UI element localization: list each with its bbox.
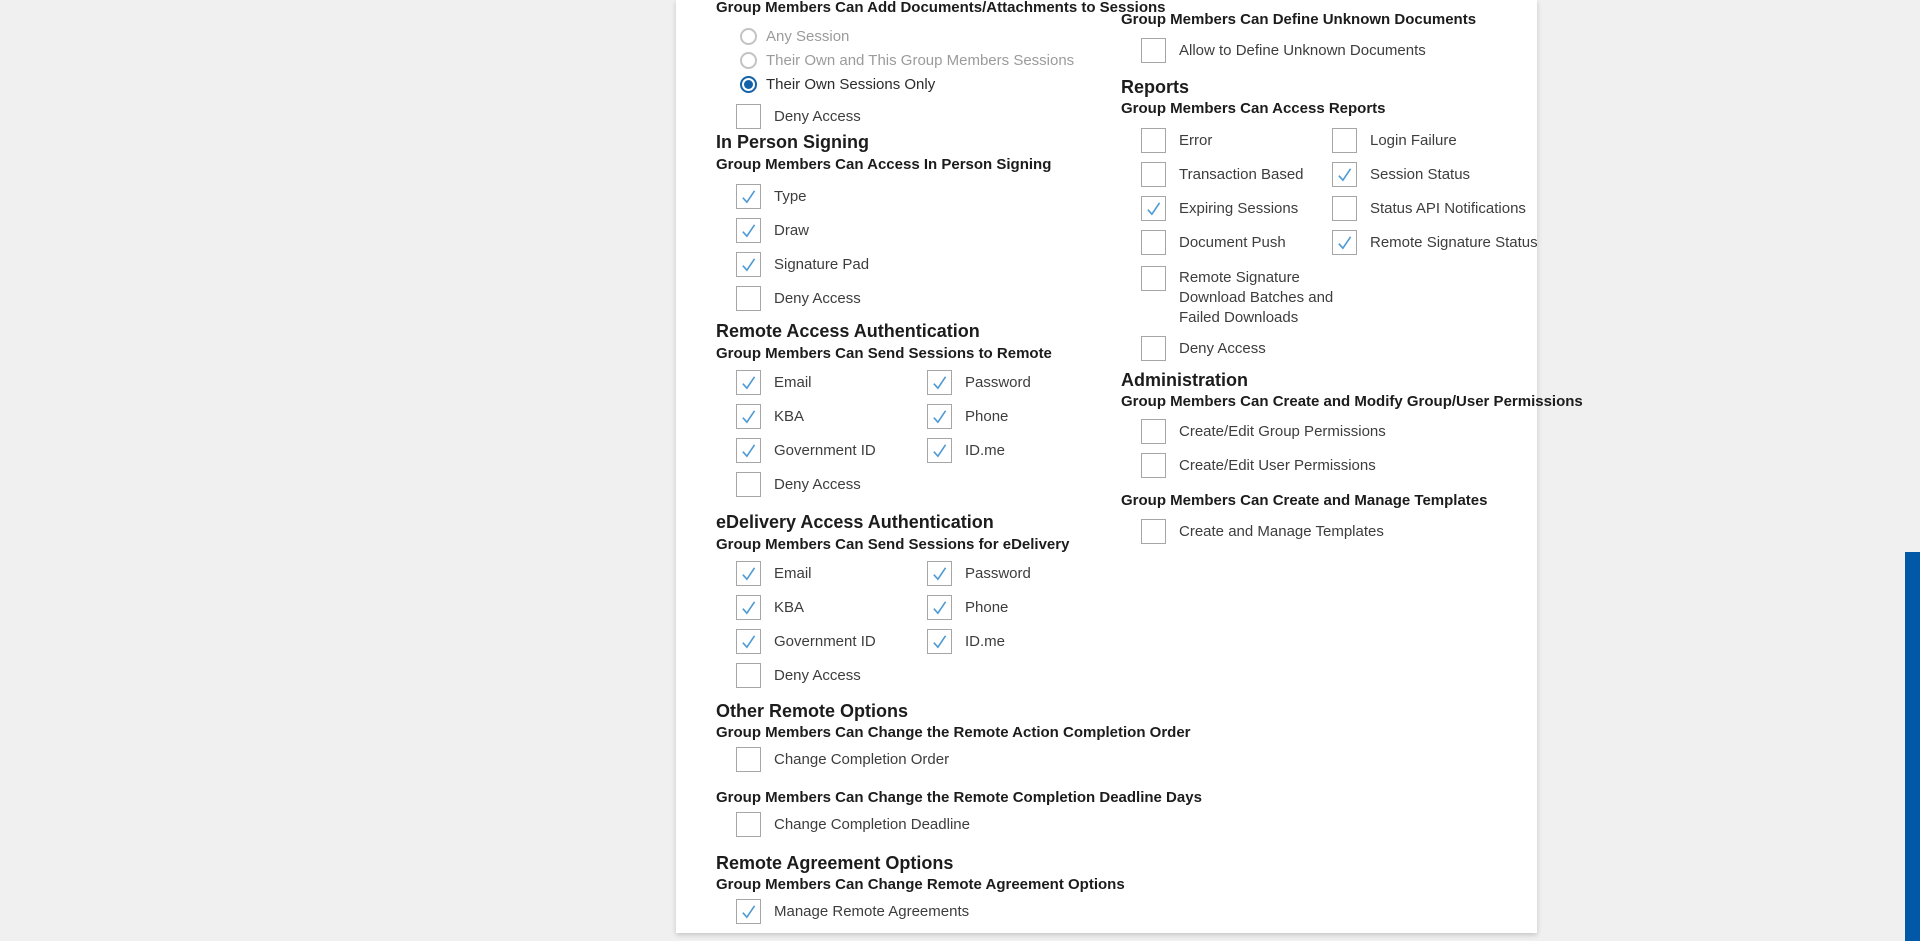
checkbox-row-password[interactable] (927, 561, 1146, 586)
checkbox-row-deny-access[interactable] (736, 286, 1146, 311)
checkbox[interactable] (1141, 266, 1166, 291)
checkbox-label: Document Push (1179, 234, 1286, 251)
checkbox[interactable] (736, 561, 761, 586)
radio-label: Their Own Sessions Only (766, 75, 936, 93)
checkbox-label: Password (965, 565, 1031, 582)
reports-header: Group Members Can Access Reports (1121, 100, 1386, 117)
radio-icon[interactable] (740, 52, 757, 69)
checkbox-label: Password (965, 374, 1031, 391)
checkbox-label: Session Status (1370, 166, 1471, 183)
radio-option-any-session[interactable] (740, 24, 1146, 48)
checkbox-row-phone[interactable] (927, 404, 1146, 429)
checkbox-label: Status API Notifications (1370, 200, 1526, 217)
checkbox[interactable] (736, 472, 761, 497)
checkbox-row-manage-remote-agreements[interactable] (736, 899, 1146, 924)
checkbox-label: Deny Access (774, 108, 861, 125)
checkbox-row-create-and-manage-templates[interactable] (1141, 519, 1537, 544)
checkbox[interactable] (736, 184, 761, 209)
checkbox-row-type[interactable] (736, 184, 1146, 209)
edelivery-checkbox-grid (736, 561, 1146, 654)
in-person-title: In Person Signing (716, 132, 870, 152)
checkbox-label: Transaction Based (1179, 166, 1304, 183)
checkbox-label: Error (1179, 132, 1213, 149)
checkbox-row-signature-pad[interactable] (736, 252, 1146, 277)
checkbox-label: ID.me (965, 442, 1006, 459)
checkbox-row-phone[interactable] (927, 595, 1146, 620)
checkbox-row-change-completion-deadline[interactable] (736, 812, 1146, 837)
section-in-person-signing (716, 131, 1146, 311)
checkbox-label: Type (774, 188, 807, 205)
radio-label: Their Own and This Group Members Sessions (766, 51, 1075, 69)
checkbox-label: Email (774, 565, 812, 582)
checkbox-row-remote-signature-status[interactable] (1332, 230, 1538, 255)
scrollbar-thumb[interactable] (1905, 552, 1920, 941)
checkbox-label: Phone (965, 599, 1009, 616)
checkbox-row-error[interactable] (1141, 128, 1332, 153)
checkbox[interactable] (736, 747, 761, 772)
completion-order-header: Group Members Can Change the Remote Action Completion Order (716, 724, 1191, 741)
checkbox-label: KBA (774, 408, 805, 425)
checkbox-row-status-api-notifications[interactable] (1332, 196, 1538, 221)
remote-agreement-header: Group Members Can Change Remote Agreement Options (716, 876, 1125, 893)
checkbox-label: Email (774, 374, 812, 391)
checkbox-row-government-id[interactable] (736, 629, 927, 654)
checkbox-label: Remote Signature Status (1370, 234, 1538, 251)
checkbox[interactable] (927, 561, 952, 586)
checkbox-label: Deny Access (774, 290, 861, 307)
checkbox-label: Deny Access (1179, 340, 1266, 357)
checkbox-row-kba[interactable] (736, 404, 927, 429)
checkbox-row-deny-access[interactable] (736, 472, 1146, 497)
edelivery-header: Group Members Can Send Sessions for eDelivery (716, 536, 1070, 553)
administration-checkbox-list (1141, 419, 1537, 478)
manage-templates-header: Group Members Can Create and Manage Templates (1121, 492, 1488, 509)
radio-label: Any Session (766, 27, 850, 45)
checkbox-row-deny-access[interactable] (1141, 336, 1537, 361)
checkbox[interactable] (1332, 162, 1357, 187)
checkbox-label: Login Failure (1370, 132, 1457, 149)
radio-icon[interactable] (740, 76, 757, 93)
section-remote-access-auth (716, 320, 1146, 497)
checkbox-row-kba[interactable] (736, 595, 927, 620)
reports-title: Reports (1121, 77, 1190, 97)
checkbox[interactable] (1141, 453, 1166, 478)
completion-deadline-header: Group Members Can Change the Remote Completion Deadline Days (716, 789, 1202, 806)
administration-title: Administration (1121, 370, 1249, 390)
checkbox-label: Change Completion Order (774, 751, 950, 768)
section-remote-agreement-options (716, 852, 1146, 924)
checkbox-label: Create/Edit Group Permissions (1179, 423, 1386, 440)
checkbox-label: Phone (965, 408, 1009, 425)
checkbox[interactable] (1141, 336, 1166, 361)
checkbox-row-transaction-based[interactable] (1141, 162, 1332, 187)
checkbox[interactable] (927, 629, 952, 654)
unknown-documents-header: Group Members Can Define Unknown Documents (1121, 11, 1477, 28)
remote-agreement-title: Remote Agreement Options (716, 853, 954, 873)
checkbox[interactable] (736, 252, 761, 277)
checkbox-row-session-status[interactable] (1332, 162, 1538, 187)
group-user-permissions-header: Group Members Can Create and Modify Group/User Permissions (1121, 393, 1583, 410)
section-administration (1121, 369, 1583, 544)
remote-auth-title: Remote Access Authentication (716, 321, 980, 341)
checkbox[interactable] (1332, 230, 1357, 255)
radio-option-their-own-and-group[interactable] (740, 48, 1146, 72)
checkbox[interactable] (1141, 196, 1166, 221)
checkbox[interactable] (1332, 128, 1357, 153)
checkbox-label: Signature Pad (774, 256, 870, 273)
checkbox[interactable] (736, 286, 761, 311)
checkbox[interactable] (927, 438, 952, 463)
checkbox-label: Expiring Sessions (1179, 200, 1299, 217)
checkbox-label: Remote Signature Download Batches and Failed Downloads (1179, 269, 1334, 326)
checkbox-label: Change Completion Deadline (774, 816, 970, 833)
checkbox-label: Create/Edit User Permissions (1179, 457, 1376, 474)
checkbox[interactable] (1332, 196, 1357, 221)
checkbox[interactable] (736, 629, 761, 654)
checkbox[interactable] (736, 812, 761, 837)
group-permissions-panel (676, 0, 1583, 933)
section-edelivery-auth (716, 511, 1146, 688)
checkbox[interactable] (736, 104, 761, 129)
in-person-header: Group Members Can Access In Person Signing (716, 156, 1052, 173)
checkbox[interactable] (736, 663, 761, 688)
edelivery-title: eDelivery Access Authentication (716, 512, 994, 532)
in-person-checkbox-list (736, 184, 1146, 311)
checkbox-row-allow-define-unknown-documents[interactable] (1141, 38, 1537, 63)
checkbox[interactable] (1141, 419, 1166, 444)
checkbox-label: Draw (774, 222, 810, 239)
checkbox-row-change-completion-order[interactable] (736, 747, 1146, 772)
checkbox-row-create-edit-user-permissions[interactable] (1141, 453, 1537, 478)
radio-icon[interactable] (740, 28, 757, 45)
reports-checkbox-grid (1141, 128, 1537, 255)
checkbox-row-deny-access[interactable] (736, 104, 1146, 129)
add-documents-header: Group Members Can Add Documents/Attachments to Sessions (716, 0, 1166, 16)
checkbox[interactable] (736, 438, 761, 463)
checkbox[interactable] (736, 404, 761, 429)
checkbox-row-expiring-sessions[interactable] (1141, 196, 1332, 221)
checkbox-label: ID.me (965, 633, 1006, 650)
checkbox[interactable] (927, 370, 952, 395)
checkbox-row-idme[interactable] (927, 629, 1146, 654)
checkbox[interactable] (736, 218, 761, 243)
checkbox[interactable] (1141, 162, 1166, 187)
checkbox[interactable] (927, 595, 952, 620)
checkbox-row-password[interactable] (927, 370, 1146, 395)
checkbox[interactable] (1141, 38, 1166, 63)
checkbox-row-email[interactable] (736, 370, 927, 395)
radio-option-their-own-only[interactable] (740, 72, 1146, 96)
checkbox-label: Government ID (774, 442, 876, 459)
checkbox-row-document-push[interactable] (1141, 230, 1332, 255)
section-reports (1121, 76, 1537, 361)
checkbox[interactable] (736, 595, 761, 620)
checkbox-label: Deny Access (774, 476, 861, 493)
checkbox-row-draw[interactable] (736, 218, 1146, 243)
checkbox-label: Create and Manage Templates (1179, 523, 1384, 540)
checkbox-label: Government ID (774, 633, 876, 650)
checkbox-row-create-edit-group-permissions[interactable] (1141, 419, 1537, 444)
checkbox-label: KBA (774, 599, 805, 616)
remote-auth-header: Group Members Can Send Sessions to Remote (716, 345, 1052, 362)
add-documents-radio-group (716, 24, 1146, 96)
checkbox[interactable] (736, 370, 761, 395)
checkbox[interactable] (1141, 128, 1166, 153)
checkbox-label: Deny Access (774, 667, 861, 684)
checkbox-label: Manage Remote Agreements (774, 903, 970, 920)
checkbox-row-government-id[interactable] (736, 438, 927, 463)
checkbox-row-login-failure[interactable] (1332, 128, 1538, 153)
checkbox-row-idme[interactable] (927, 438, 1146, 463)
other-remote-title: Other Remote Options (716, 701, 909, 721)
checkbox-row-remote-signature-download-batches[interactable] (1141, 266, 1537, 328)
checkbox-label: Allow to Define Unknown Documents (1179, 42, 1426, 59)
checkbox[interactable] (1141, 519, 1166, 544)
checkbox[interactable] (736, 899, 761, 924)
section-other-remote-options (716, 700, 1202, 837)
section-unknown-documents (1121, 12, 1537, 63)
remote-auth-checkbox-grid (736, 370, 1146, 463)
checkbox[interactable] (927, 404, 952, 429)
checkbox[interactable] (1141, 230, 1166, 255)
checkbox-row-email[interactable] (736, 561, 927, 586)
checkbox-row-deny-access[interactable] (736, 663, 1146, 688)
